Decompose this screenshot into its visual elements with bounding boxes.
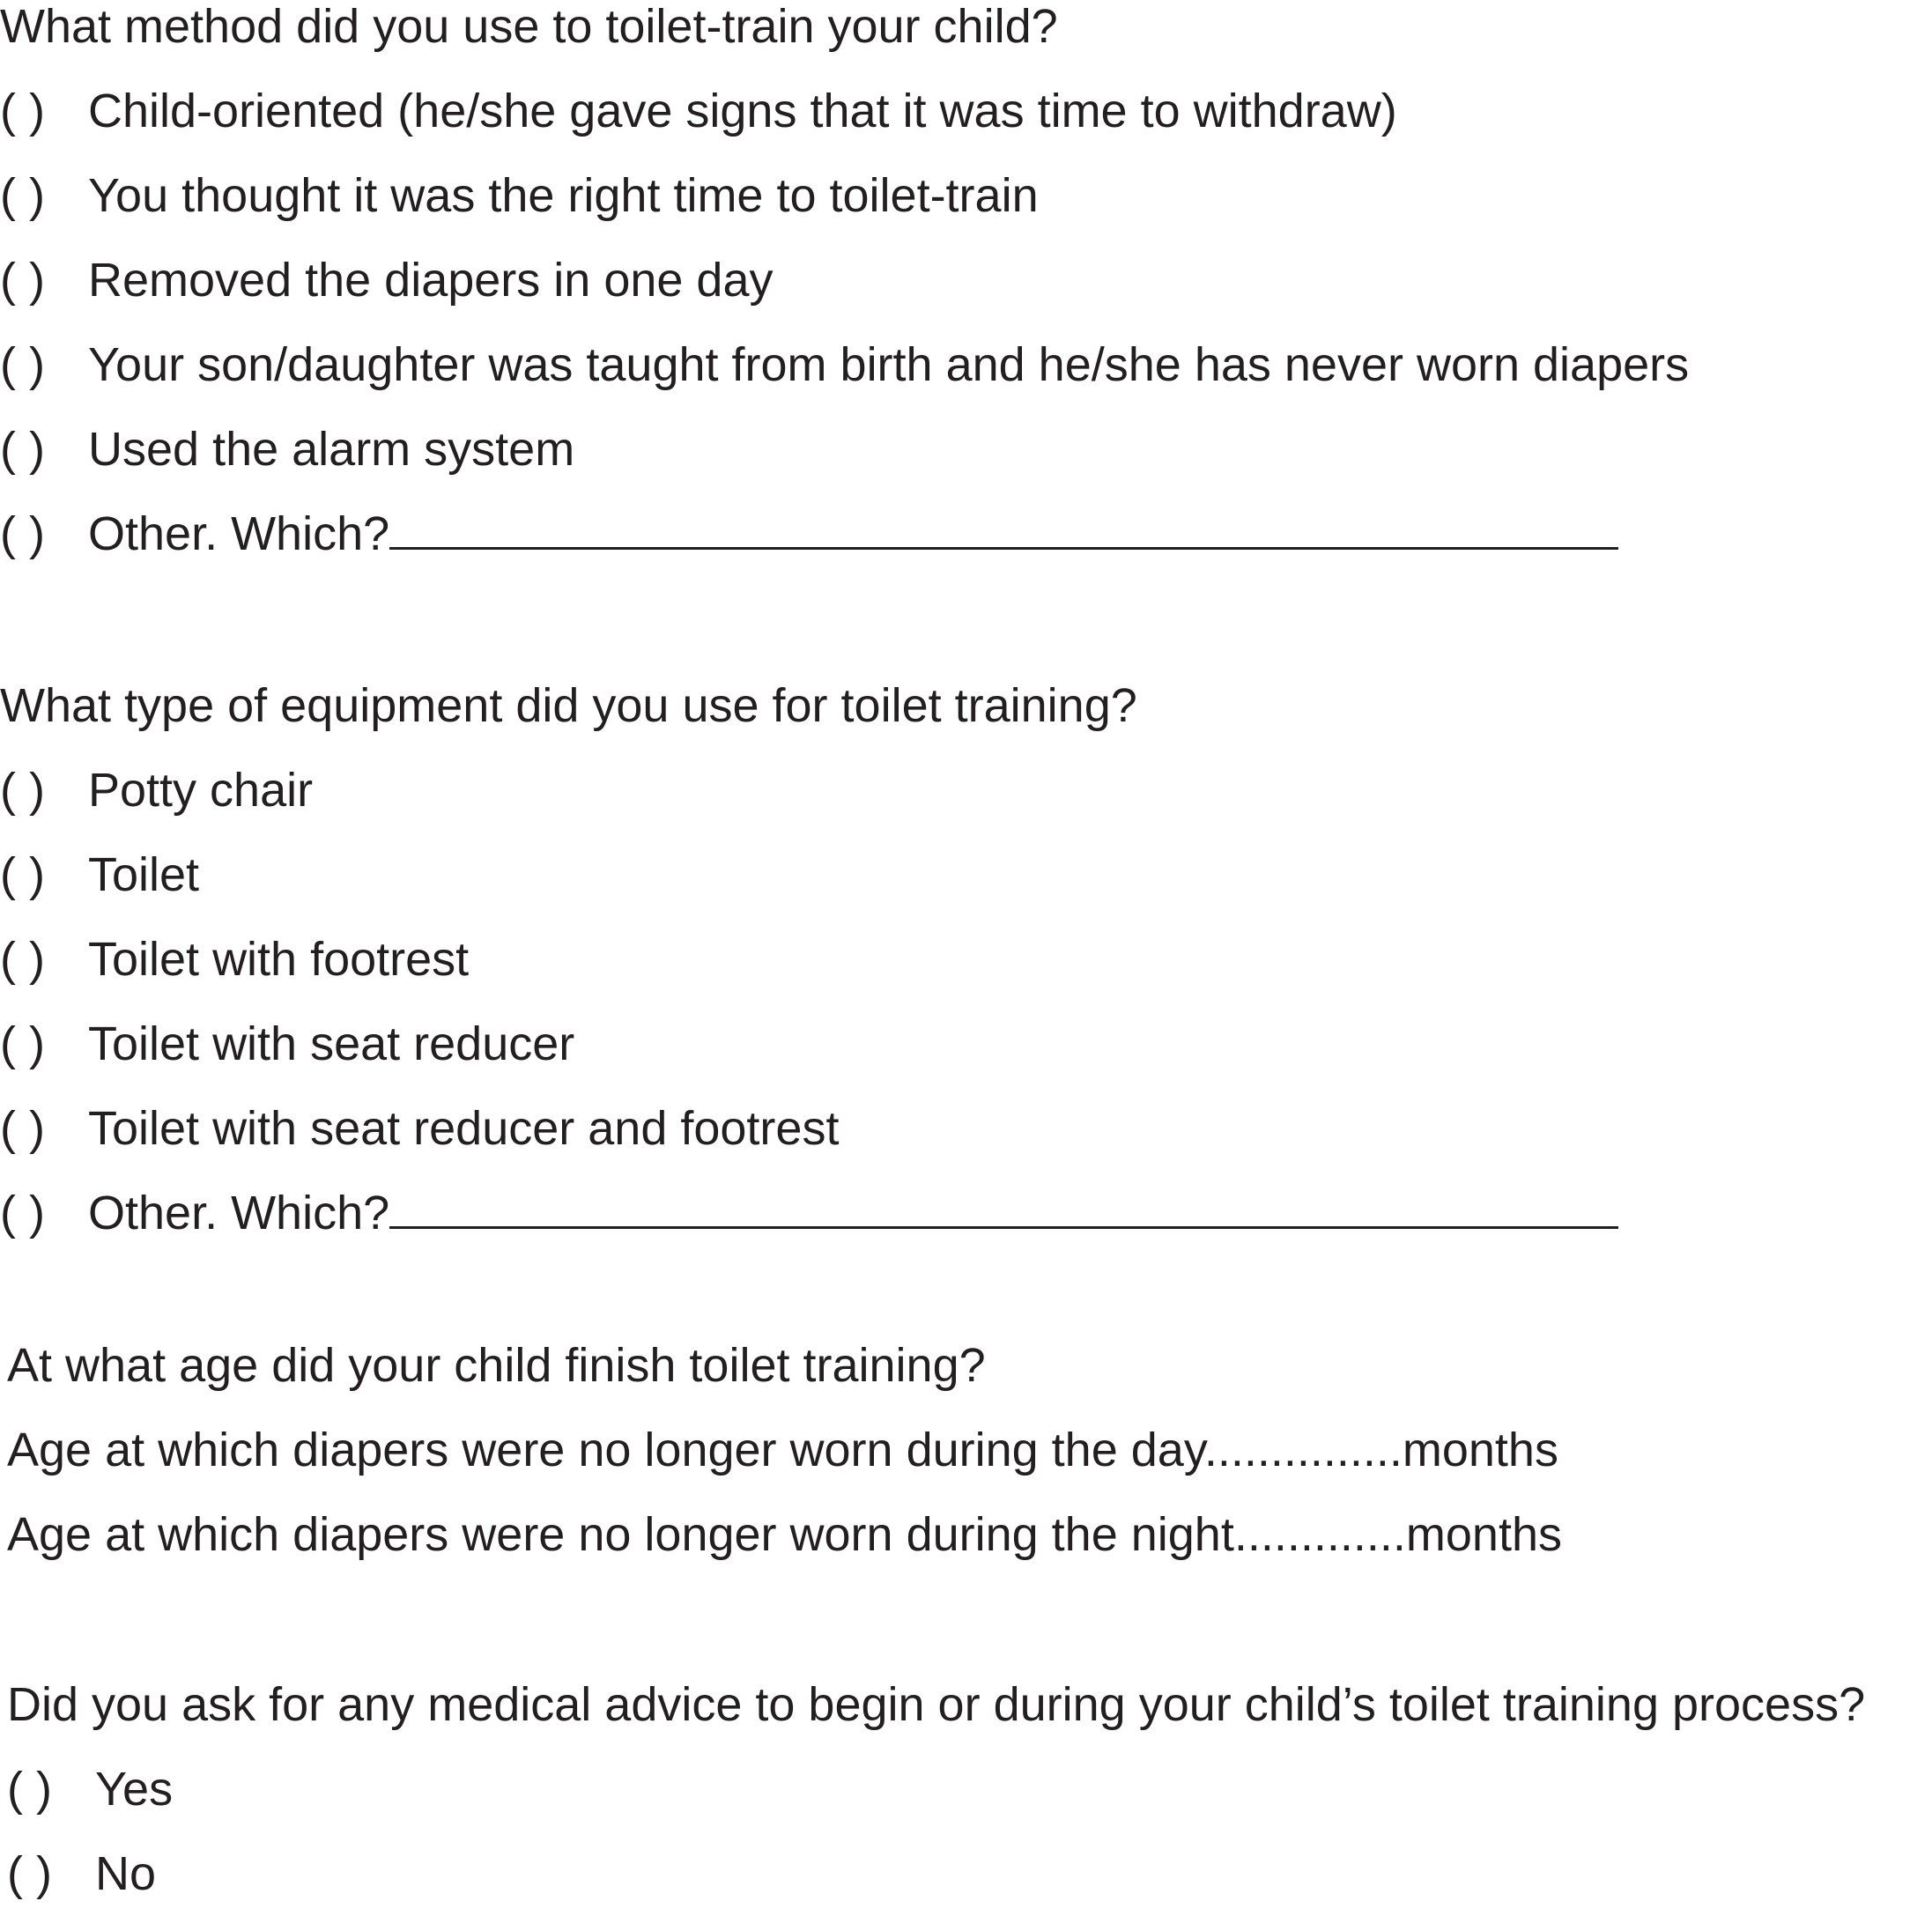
q3-day-unit: months: [1402, 1424, 1558, 1476]
q2-option-potty-chair[interactable]: [0, 748, 313, 832]
option-label: Used the alarm system: [88, 423, 575, 476]
q3-day-row: [7, 1408, 1558, 1492]
radio-mark[interactable]: ( ): [7, 1847, 52, 1900]
q1-option-child-oriented[interactable]: [0, 69, 1397, 153]
q1-question: What method did you use to toilet-train your child?: [0, 0, 1058, 53]
radio-mark[interactable]: ( ): [0, 1102, 45, 1155]
option-label: Toilet with footrest: [88, 933, 470, 986]
radio-mark[interactable]: ( ): [0, 338, 45, 391]
radio-mark[interactable]: ( ): [0, 764, 45, 817]
q2-option-toilet[interactable]: [0, 832, 199, 917]
q4-question: Did you ask for any medical advice to begin or during your child’s toilet training process?: [7, 1678, 1866, 1731]
q1-option-alarm[interactable]: [0, 407, 574, 492]
q3-night-unit: months: [1405, 1508, 1562, 1561]
q1-other-input-line[interactable]: [389, 494, 1618, 550]
option-label: Toilet: [88, 848, 200, 901]
q4-option-no[interactable]: [7, 1831, 156, 1916]
q2-question: What type of equipment did you use for toilet training?: [0, 679, 1137, 732]
option-label: Your son/daughter was taught from birth and he/she has never worn diapers: [88, 338, 1690, 391]
option-label: You thought it was the right time to toilet-train: [88, 169, 1039, 222]
radio-mark[interactable]: ( ): [0, 933, 45, 986]
q3-day-label: Age at which diapers were no longer worn during the day: [7, 1424, 1204, 1476]
radio-mark[interactable]: ( ): [0, 169, 45, 222]
q3-day-input-dots[interactable]: ...............: [1203, 1424, 1403, 1476]
radio-mark[interactable]: ( ): [0, 507, 45, 560]
option-label: Toilet with seat reducer and footrest: [88, 1102, 840, 1155]
q1-option-one-day[interactable]: [0, 238, 774, 322]
option-label: No: [95, 1847, 157, 1900]
q1-option-other[interactable]: [0, 492, 1618, 576]
q2-option-toilet-seat-reducer[interactable]: [0, 1002, 574, 1086]
option-label: Potty chair: [88, 764, 314, 817]
q3-night-row: [7, 1492, 1562, 1577]
q3-question: At what age did your child finish toilet training?: [7, 1339, 986, 1392]
option-label: Child-oriented (he/she gave signs that it was time to withdraw): [88, 85, 1397, 137]
radio-mark[interactable]: ( ): [0, 1017, 45, 1070]
q1-option-from-birth[interactable]: [0, 322, 1689, 407]
option-label: Yes: [95, 1763, 174, 1816]
option-label: Toilet with seat reducer: [88, 1017, 575, 1070]
radio-mark[interactable]: ( ): [0, 85, 45, 137]
q2-option-other[interactable]: [0, 1171, 1618, 1255]
option-label: Other. Which?: [88, 507, 390, 560]
q3-night-input-dots[interactable]: .............: [1233, 1508, 1406, 1561]
q4-option-yes[interactable]: [7, 1747, 173, 1831]
q3-night-label: Age at which diapers were no longer worn during the night: [7, 1508, 1234, 1561]
option-label: Other. Which?: [88, 1187, 390, 1239]
option-label: Removed the diapers in one day: [88, 254, 774, 307]
q2-option-toilet-footrest[interactable]: [0, 917, 469, 1002]
radio-mark[interactable]: ( ): [0, 1187, 45, 1239]
q2-option-seat-reducer-footrest[interactable]: [0, 1086, 839, 1171]
radio-mark[interactable]: ( ): [0, 848, 45, 901]
q2-other-input-line[interactable]: [389, 1173, 1618, 1229]
radio-mark[interactable]: ( ): [0, 254, 45, 307]
radio-mark[interactable]: ( ): [0, 423, 45, 476]
q1-option-right-time[interactable]: [0, 153, 1039, 238]
radio-mark[interactable]: ( ): [7, 1763, 52, 1816]
